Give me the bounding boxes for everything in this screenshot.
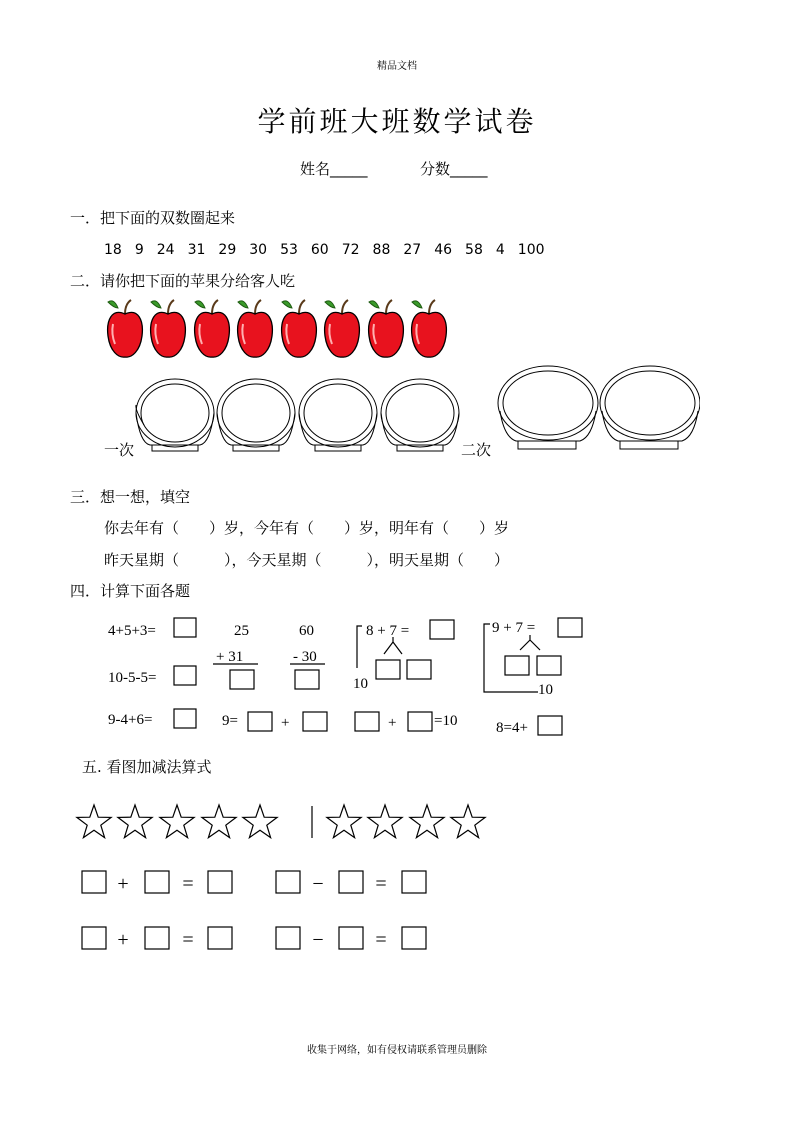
apple-icon[interactable] <box>369 300 404 357</box>
star-icon[interactable] <box>77 805 111 838</box>
answer-box[interactable] <box>174 666 196 685</box>
plus-sign: + <box>117 929 129 951</box>
number-item[interactable]: 53 <box>280 242 298 258</box>
answer-box[interactable] <box>295 670 319 689</box>
number-list <box>104 240 558 258</box>
minus-sign: − <box>312 873 324 895</box>
weekday-question[interactable]: 昨天星期（ ），今天星期（ ），明天星期（ ） <box>104 551 510 569</box>
plates-area <box>130 365 700 457</box>
answer-box[interactable] <box>208 927 232 949</box>
number-item[interactable]: 60 <box>310 242 329 258</box>
equals-sign: = <box>375 929 387 951</box>
answer-box[interactable] <box>145 927 169 949</box>
answer-box[interactable] <box>276 927 300 949</box>
split-ten: 10 <box>353 676 368 692</box>
number-item[interactable]: 46 <box>434 242 453 258</box>
number-item[interactable]: 18 <box>104 242 122 258</box>
answer-box[interactable] <box>174 709 196 728</box>
star-icon[interactable] <box>327 805 361 838</box>
vertical-sub-top: 60 <box>299 623 314 639</box>
answer-box[interactable] <box>248 712 272 731</box>
plate-icon[interactable] <box>381 379 459 451</box>
number-item[interactable]: 9 <box>134 242 144 258</box>
answer-box[interactable] <box>402 871 426 893</box>
split-equation: 8 + 7 = <box>366 623 410 639</box>
age-question[interactable]: 你去年有（ ）岁，今年有（ ）岁，明年有（ ）岁 <box>104 519 510 537</box>
number-item[interactable]: 88 <box>372 242 391 258</box>
answer-box[interactable] <box>339 871 363 893</box>
number-item[interactable]: 30 <box>249 242 268 258</box>
answer-box[interactable] <box>430 620 454 639</box>
apple-icon[interactable] <box>282 300 317 357</box>
equation-text: 4+5+3= <box>108 623 156 639</box>
answer-box[interactable] <box>538 716 562 735</box>
calculation-area <box>100 608 600 742</box>
star-icon[interactable] <box>243 805 277 838</box>
plate-icon[interactable] <box>299 379 377 451</box>
number-item[interactable]: 29 <box>218 242 237 258</box>
plate-icon[interactable] <box>600 366 700 449</box>
split-equation: 9 + 7 = <box>492 620 536 636</box>
answer-box[interactable] <box>303 712 327 731</box>
answer-box[interactable] <box>537 656 561 675</box>
number-item[interactable]: 27 <box>403 242 422 258</box>
equation-rows <box>78 866 438 958</box>
plate-icon[interactable] <box>136 379 214 451</box>
split-ten: 10 <box>538 682 553 698</box>
answer-box[interactable] <box>82 927 106 949</box>
star-row <box>72 800 492 846</box>
number-item[interactable]: 31 <box>187 242 206 258</box>
answer-box[interactable] <box>145 871 169 893</box>
section-3-heading: 三．想一想，填空 <box>70 488 191 506</box>
star-icon[interactable] <box>118 805 152 838</box>
answer-box[interactable] <box>376 660 400 679</box>
section-1-heading: 一．把下面的双数圈起来 <box>70 209 236 227</box>
number-item[interactable]: 100 <box>517 242 545 258</box>
answer-box[interactable] <box>276 871 300 893</box>
apple-icon[interactable] <box>195 300 230 357</box>
equals-sign: = <box>375 873 387 895</box>
page-footer: 收集于网络，如有侵权请联系管理员删除 <box>307 1045 487 1056</box>
apple-icon[interactable] <box>412 300 447 357</box>
number-item[interactable]: 24 <box>156 242 175 258</box>
apple-row <box>100 292 460 360</box>
second-split-label: 二次 <box>461 441 492 459</box>
minus-sign: − <box>312 929 324 951</box>
apple-icon[interactable] <box>151 300 186 357</box>
answer-box[interactable] <box>402 927 426 949</box>
number-item[interactable]: 72 <box>341 242 360 258</box>
equation-text: 8=4+ <box>496 720 528 736</box>
star-icon[interactable] <box>160 805 194 838</box>
plus-sign: + <box>281 715 290 731</box>
equation-text: 10-5-5= <box>108 670 157 686</box>
vertical-sub-bottom: - 30 <box>293 649 317 665</box>
page-header: 精品文档 <box>377 61 417 72</box>
answer-box[interactable] <box>230 670 254 689</box>
page-title: 学前班大班数学试卷 <box>257 105 537 138</box>
answer-box[interactable] <box>208 871 232 893</box>
plate-icon[interactable] <box>217 379 295 451</box>
answer-box[interactable] <box>339 927 363 949</box>
answer-box[interactable] <box>82 871 106 893</box>
answer-box[interactable] <box>558 618 582 637</box>
answer-box[interactable] <box>407 660 431 679</box>
first-split-label: 一次 <box>104 441 135 459</box>
apple-icon[interactable] <box>325 300 360 357</box>
star-icon[interactable] <box>451 805 485 838</box>
vertical-add-bottom: + 31 <box>216 649 244 665</box>
name-field[interactable]: 姓名_____ <box>300 160 368 178</box>
section-4-heading: 四．计算下面各题 <box>70 582 191 600</box>
answer-box[interactable] <box>174 618 196 637</box>
equals-sign: = <box>182 929 194 951</box>
vertical-add-top: 25 <box>234 623 249 639</box>
equation-text: 9= <box>222 713 238 729</box>
number-item[interactable]: 58 <box>465 242 483 258</box>
plus-sign: + <box>388 715 397 731</box>
number-item[interactable]: 4 <box>495 242 505 258</box>
apple-icon[interactable] <box>108 300 143 357</box>
star-icon[interactable] <box>202 805 236 838</box>
answer-box[interactable] <box>505 656 529 675</box>
star-icon[interactable] <box>410 805 444 838</box>
apple-icon[interactable] <box>238 300 273 357</box>
score-field[interactable]: 分数_____ <box>420 160 488 178</box>
section-2-heading: 二．请你把下面的苹果分给客人吃 <box>70 272 296 290</box>
plus-sign: + <box>117 873 129 895</box>
answer-box[interactable] <box>408 712 432 731</box>
plate-icon[interactable] <box>498 366 598 449</box>
star-icon[interactable] <box>368 805 402 838</box>
equals-sign: = <box>182 873 194 895</box>
answer-box[interactable] <box>355 712 379 731</box>
equation-text: 9-4+6= <box>108 712 153 728</box>
equation-text: =10 <box>434 713 458 729</box>
section-5-heading: 五. 看图加减法算式 <box>82 758 212 776</box>
